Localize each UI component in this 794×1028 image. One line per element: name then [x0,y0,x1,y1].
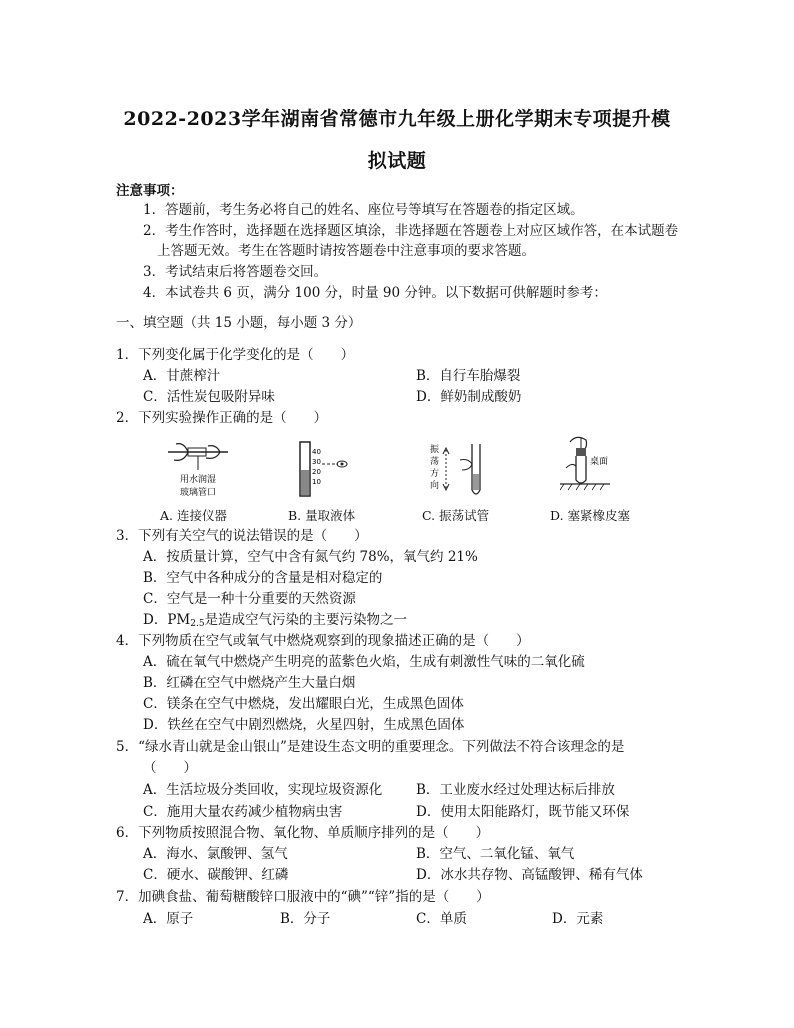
option-b: B．红磷在空气中燃烧产生大量白烟 [143,675,356,691]
figure-shake-test-tube [424,440,490,502]
page-title-continued: 拟试题 [367,150,427,172]
tick-label: 10 [312,478,321,486]
figure-label: 用水润湿 [179,475,217,485]
notice-item: 上答题无效。考生在答题时请按答题卷中注意事项的要求答题。 [157,243,535,259]
option-c: C．镁条在空气中燃烧，发出耀眼白光，生成黑色固体 [143,696,464,712]
option-d: D．$PM_{2.5}$是造成空气污染的主要污染物之一 [143,612,408,629]
option-a: A．硫在氧气中燃烧产生明亮的蓝紫色火焰，生成有刺激性气味的二氧化硫 [143,654,585,670]
option-a: A．甘蔗榨汁 [143,368,221,384]
option-d: D．使用太阳能路灯，既节能又环保 [416,804,630,820]
notice-item: 4．本试卷共 6 页，满分 100 分，时量 90 分钟。以下数据可供解题时参考： [143,285,607,301]
option-d: D．鲜奶制成酸奶 [416,389,522,405]
page-title: 2022-2023学年湖南省常德市九年级上册化学期末专项提升模 [123,108,671,130]
option-b: B．工业废水经过处理达标后排放 [416,782,615,798]
question-stem: 3．下列有关空气的说法错误的是（ ） [116,528,368,544]
question-stem: 4．下列物质在空气或氧气中燃烧观察到的现象描述正确的是（ ） [116,633,530,649]
question-stem: 1．下列变化属于化学变化的是（ ） [116,347,355,363]
figure-label: 方 [430,469,440,479]
option-a: A．生活垃圾分类回收，实现垃圾资源化 [143,782,383,798]
figure-caption-b: B. 量取液体 [288,508,356,523]
option-c: C．空气是一种十分重要的天然资源 [143,591,356,607]
option-d: D．冰水共存物、高锰酸钾、稀有气体 [416,867,643,883]
option-a: A．按质量计算，空气中含有氮气约 78%，氧气约 21% [143,549,478,565]
option-a: A．原子 [143,911,194,927]
question-stem-continued: （ ） [143,760,197,776]
notice-item: 3．考试结束后将答题卷交回。 [143,264,328,280]
figure-measuring-cylinder [292,440,352,502]
figure-label: 振 [430,445,440,455]
tick-label: 20 [312,468,321,476]
figure-caption-a: A. 连接仪器 [160,508,227,523]
figure-caption-d: D. 塞紧橡皮塞 [550,508,631,523]
option-b: B．空气中各种成分的含量是相对稳定的 [143,570,383,586]
tick-label: 30 [312,458,321,466]
option-d: D．铁丝在空气中剧烈燃烧，火星四射，生成黑色固体 [143,717,465,733]
question-stem: 5．“绿水青山就是金山银山”是建设生态文明的重要理念。下列做法不符合该理念的是 [116,739,625,755]
question-stem: 2．下列实验操作正确的是（ ） [116,410,328,426]
question-stem: 6．下列物质按照混合物、氧化物、单质顺序排列的是（ ） [116,825,490,841]
figure-connect-apparatus [158,440,238,502]
option-b: B．空气、二氧化锰、氧气 [416,846,575,862]
figure-insert-stopper [560,434,630,500]
option-b: B．分子 [280,911,331,927]
option-a: A．海水、氯酸钾、氢气 [143,846,288,862]
figure-label: 玻璃管口 [179,488,217,498]
option-b: B．自行车胎爆裂 [416,368,521,384]
figure-label: 向 [430,481,440,491]
option-c: C．硬水、碳酸钾、红磷 [143,867,289,883]
figure-label: 荡 [430,457,440,467]
tick-label: 40 [312,448,321,456]
notice-heading: 注意事项： [116,183,184,199]
question-stem: 7．加碘食盐、葡萄糖酸锌口服液中的“碘”“锌”指的是（ ） [116,889,490,905]
section-heading: 一、填空题（共 15 小题，每小题 3 分） [116,315,362,331]
figure-label: 桌面 [590,457,609,467]
option-d: D．元素 [552,911,604,927]
option-c: C．活性炭包吸附异味 [143,389,275,405]
notice-item: 1．答题前，考生务必将自己的姓名、座位号等填写在答题卷的指定区域。 [143,202,584,218]
notice-item: 2．考生作答时，选择题在选择题区填涂，非选择题在答题卷上对应区域作答，在本试题卷 [143,223,679,239]
option-c: C．单质 [416,911,467,927]
figure-caption-c: C. 振荡试管 [422,508,490,523]
option-c: C．施用大量农药减少植物病虫害 [143,804,343,820]
